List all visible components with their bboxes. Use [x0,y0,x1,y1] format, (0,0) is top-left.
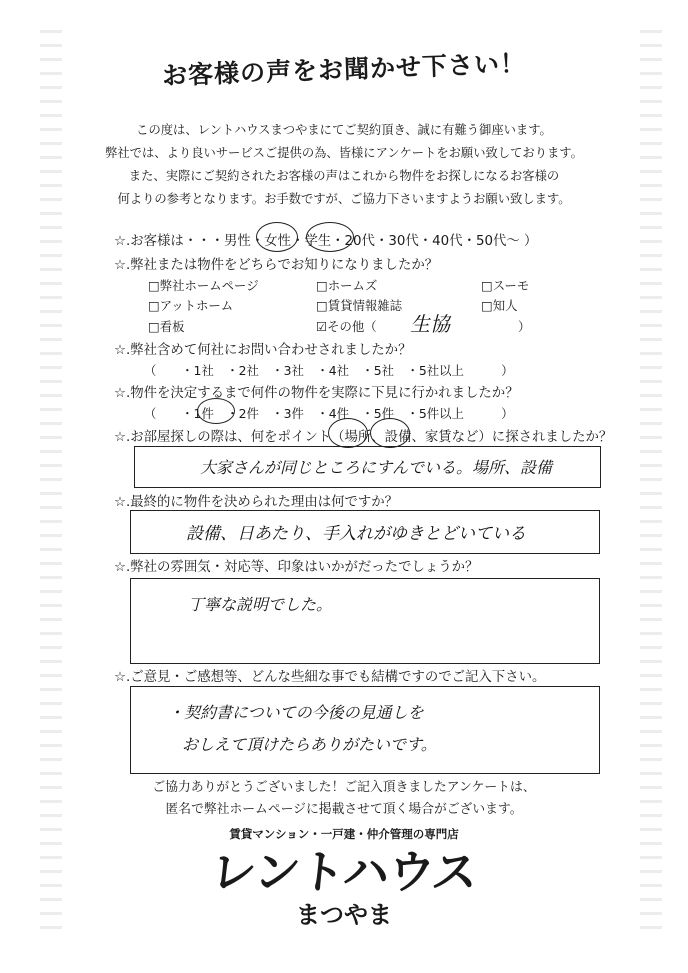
company-logo-subtitle: まつやま [296,901,392,929]
page-title: お客様の声をお聞かせ下さい！ [161,48,527,91]
intro-line-4: 何よりの参考となります。お手数ですが、ご協力下さいますようお願い致します。 [117,192,571,206]
option-acquaintance[interactable]: □知人 [481,298,518,313]
option-suumo[interactable]: □スーモ [481,278,530,293]
intro-line-2: 弊社では、より良いサービスご提供の為、皆様にアンケートをお願い致しております。 [105,146,583,160]
circle-mark-female [256,222,298,252]
question-viewings: ☆.物件を決定するまで何件の物件を実際に下見に行かれましたか？ [114,386,519,401]
intro-line-1: この度は、レントハウスまつやまにてご契約頂き、誠に有難う御座います。 [136,123,552,137]
question-customer: ☆.お客様は・・・男性・女性・学生・20代・30代・40代・50代～ ） [114,234,538,249]
question-source: ☆.弊社または物件をどちらでお知りになりましたか？ [114,258,439,273]
footer-thanks-line-2: 匿名で弊社ホームページに掲載させて頂く場合がございます。 [165,802,523,817]
company-tagline: 賃貸マンション・一戸建・仲介管理の専門店 [229,827,459,841]
circle-mark-facilities [370,418,410,448]
question-inquiries: ☆.弊社含めて何社にお問い合わせされましたか？ [114,343,412,358]
option-rental-magazine[interactable]: □賃貸情報雑誌 [316,298,403,313]
answer-box-impression[interactable] [130,578,600,664]
circle-mark-location [328,418,368,448]
handwritten-reason: 設備、日あたり、手入れがゆきとどいている [186,524,526,544]
handwritten-search-point: 大家さんが同じところにすんでいる。場所、設備 [200,458,553,477]
footer-thanks-line-1: ご協力ありがとうございました！ご記入頂きましたアンケートは、 [152,780,536,795]
company-logo: レントハウス [207,845,480,899]
viewings-options: （ ・1件 ・2件 ・3件 ・4件 ・5件 ・5件以上 ） [144,406,514,421]
circle-mark-student [306,222,354,252]
handwritten-comments-line-1: ・契約書についての今後の見通しを [168,703,424,722]
option-other[interactable]: ☑その他（ [316,319,377,334]
option-homes[interactable]: □ホームズ [316,278,378,293]
option-other-close: ） [518,319,531,334]
handwritten-other-answer: 生協 [410,312,450,336]
question-impression: ☆.弊社の雰囲気・対応等、印象はいかがだったでしょうか？ [114,560,479,575]
question-search-point: ☆.お部屋探しの際は、何をポイント（場所、設備、家賃など）に探されましたか？ [114,430,613,445]
option-company-homepage[interactable]: □弊社ホームページ [148,278,259,293]
question-reason: ☆.最終的に物件を決められた理由は何ですか？ [114,495,399,510]
circle-mark-1-ken [197,398,235,424]
option-athome[interactable]: □アットホーム [148,298,234,313]
intro-line-3: また、実際にご契約されたお客様の声はこれから物件をお探しになるお客様の [128,169,560,183]
question-comments: ☆.ご意見・ご感想等、どんな些細な事でも結構ですのでご記入下さい。 [114,670,546,685]
handwritten-impression: 丁寧な説明でした。 [188,595,333,614]
inquiries-options: （ ・1社 ・2社 ・3社 ・4社 ・5社 ・5社以上 ） [144,363,514,378]
option-signboard[interactable]: □看板 [148,319,185,334]
handwritten-comments-line-2: おしえて頂けたらありがたいです。 [182,735,437,754]
